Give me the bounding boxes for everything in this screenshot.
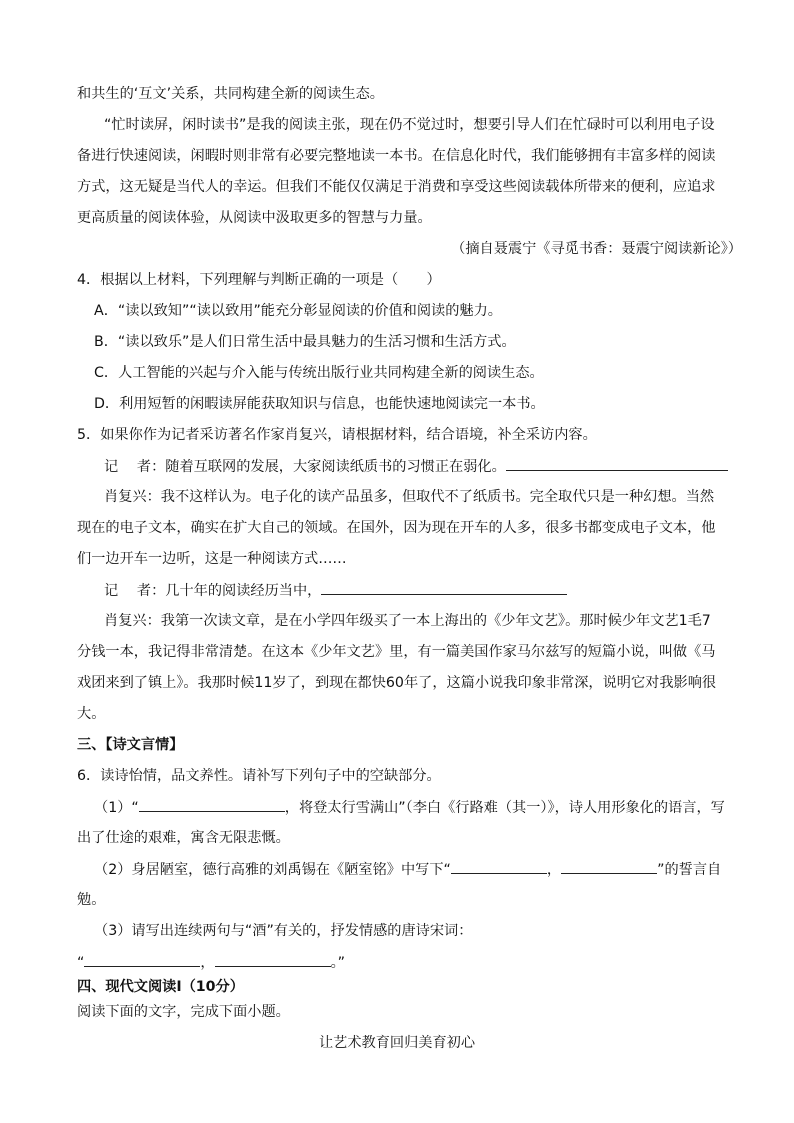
q6-stem: 6．读诗怡情，品文养性。请补写下列句子中的空缺部分。 xyxy=(77,768,441,784)
q6-2-line-2: 勉。 xyxy=(77,892,106,908)
passage-source: （摘自聂震宁《寻觅书香：聂震宁阅读新论》） xyxy=(451,241,742,257)
passage-line: “忙时读屏，闲时读书”是我的阅读主张，现在仍不觉过时，想要引导人们在忙碌时可以利用电子设 xyxy=(104,117,715,133)
q6-2-prefix: （2）身居陋室，德行高雅的刘禹锡在《陋室铭》中写下“ xyxy=(94,862,451,878)
q5-xiao-line: 肖复兴：我第一次读文章，是在小学四年级买了一本上海出的《少年文艺》。那时候少年文艺1毛7 xyxy=(104,613,711,629)
q6-3-line: （3）请写出连续两句与“酒”有关的，抒发情感的唐诗宋词： xyxy=(94,923,473,939)
q6-1-blank[interactable] xyxy=(139,797,285,812)
q5-xiao-line: 分钱一本，我记得非常清楚。在这本《少年文艺》里，有一篇美国作家马尔兹写的短篇小说，叫做《马 xyxy=(77,644,716,660)
q6-1-prefix: （1）“ xyxy=(94,800,139,816)
q5-xiao-line: 肖复兴：我不这样认为。电子化的读产品虽多，但取代不了纸质书。完全取代只是一种幻想。当然 xyxy=(104,489,715,505)
q6-3-comma: ， xyxy=(200,955,215,971)
q5-xiao-line: 们一边开车一边听，这是一种阅读方式…… xyxy=(77,551,347,567)
q6-1-suffix: ，将登太行雪满山”（李白《行路难（其一）》，诗人用形象化的语言，写 xyxy=(284,800,725,816)
q5-xiao-line: 现在的电子文本，确实在扩大自己的领域。在国外，因为现在开车的人多，很多书都变成电子文本，他 xyxy=(77,520,716,536)
passage-line: 更高质量的阅读体验，从阅读中汲取更多的智慧与力量。 xyxy=(77,210,432,226)
q5-answer-blank-1[interactable] xyxy=(506,456,728,471)
q6-3-answer-line xyxy=(77,952,345,973)
q6-2-blank-2[interactable] xyxy=(561,859,657,874)
passage-line: 方式，这无疑是当代人的幸运。但我们不能仅仅满足于消费和享受这些阅读载体所带来的便利，应追求 xyxy=(77,179,716,195)
q4-option-a: A．“读以致知”“读以致用”能充分彰显阅读的价值和阅读的魅力。 xyxy=(94,303,502,319)
q6-2-comma: ， xyxy=(546,862,562,878)
q5-reporter-line-1 xyxy=(104,456,728,477)
q6-3-open-quote: “ xyxy=(77,955,85,971)
q4-option-b: B．“读以致乐”是人们日常生活中最具魅力的生活习惯和生活方式。 xyxy=(94,334,516,350)
q6-1-line xyxy=(94,797,725,818)
passage-line: 和共生的‘互文’关系，共同构建全新的阅读生态。 xyxy=(77,86,384,102)
q6-2-line xyxy=(94,859,721,880)
q6-1-line-2: 出了仕途的艰难，寓含无限悲慨。 xyxy=(77,830,290,846)
section3-title: 三、【诗文言情】 xyxy=(77,737,184,753)
section4-instruction: 阅读下面的文字，完成下面小题。 xyxy=(77,1004,290,1020)
q5-reporter-text-2: 记 者：几十年的阅读经历当中， xyxy=(104,583,322,599)
q5-xiao-line: 大。 xyxy=(77,706,106,722)
q6-3-blank-1[interactable] xyxy=(84,952,200,967)
article-title: 让艺术教育回归美育初心 xyxy=(318,1035,476,1051)
q6-2-suffix: ”的誓言自 xyxy=(657,862,722,878)
q5-reporter-text-1: 记 者：随着互联网的发展，大家阅读纸质书的习惯正在弱化。 xyxy=(104,459,506,475)
q6-2-blank-1[interactable] xyxy=(451,859,547,874)
q5-xiao-line: 戏团来到了镇上》。我那时候11岁了，到现在都快60年了，这篇小说我印象非常深，说明它对我影响很 xyxy=(77,675,717,691)
q4-stem: 4．根据以上材料，下列理解与判断正确的一项是（ ） xyxy=(77,272,441,288)
q4-option-d: D．利用短暂的闲暇读屏能获取知识与信息，也能快速地阅读完一本书。 xyxy=(94,396,545,412)
section4-title: 四、现代文阅读Ⅰ（10分） xyxy=(77,979,244,995)
q4-option-c: C．人工智能的兴起与介入能与传统出版行业共同构建全新的阅读生态。 xyxy=(94,365,544,381)
q5-reporter-line-2 xyxy=(104,580,567,601)
q5-answer-blank-2[interactable] xyxy=(321,580,567,595)
q5-stem: 5．如果你作为记者采访著名作家肖复兴，请根据材料，结合语境，补全采访内容。 xyxy=(77,427,597,443)
passage-line: 备进行快速阅读，闲暇时则非常有必要完整地读一本书。在信息化时代，我们能够拥有丰富多样的阅读 xyxy=(77,148,716,164)
q6-3-blank-2[interactable] xyxy=(215,952,331,967)
q6-3-close-quote: 。” xyxy=(330,955,346,971)
